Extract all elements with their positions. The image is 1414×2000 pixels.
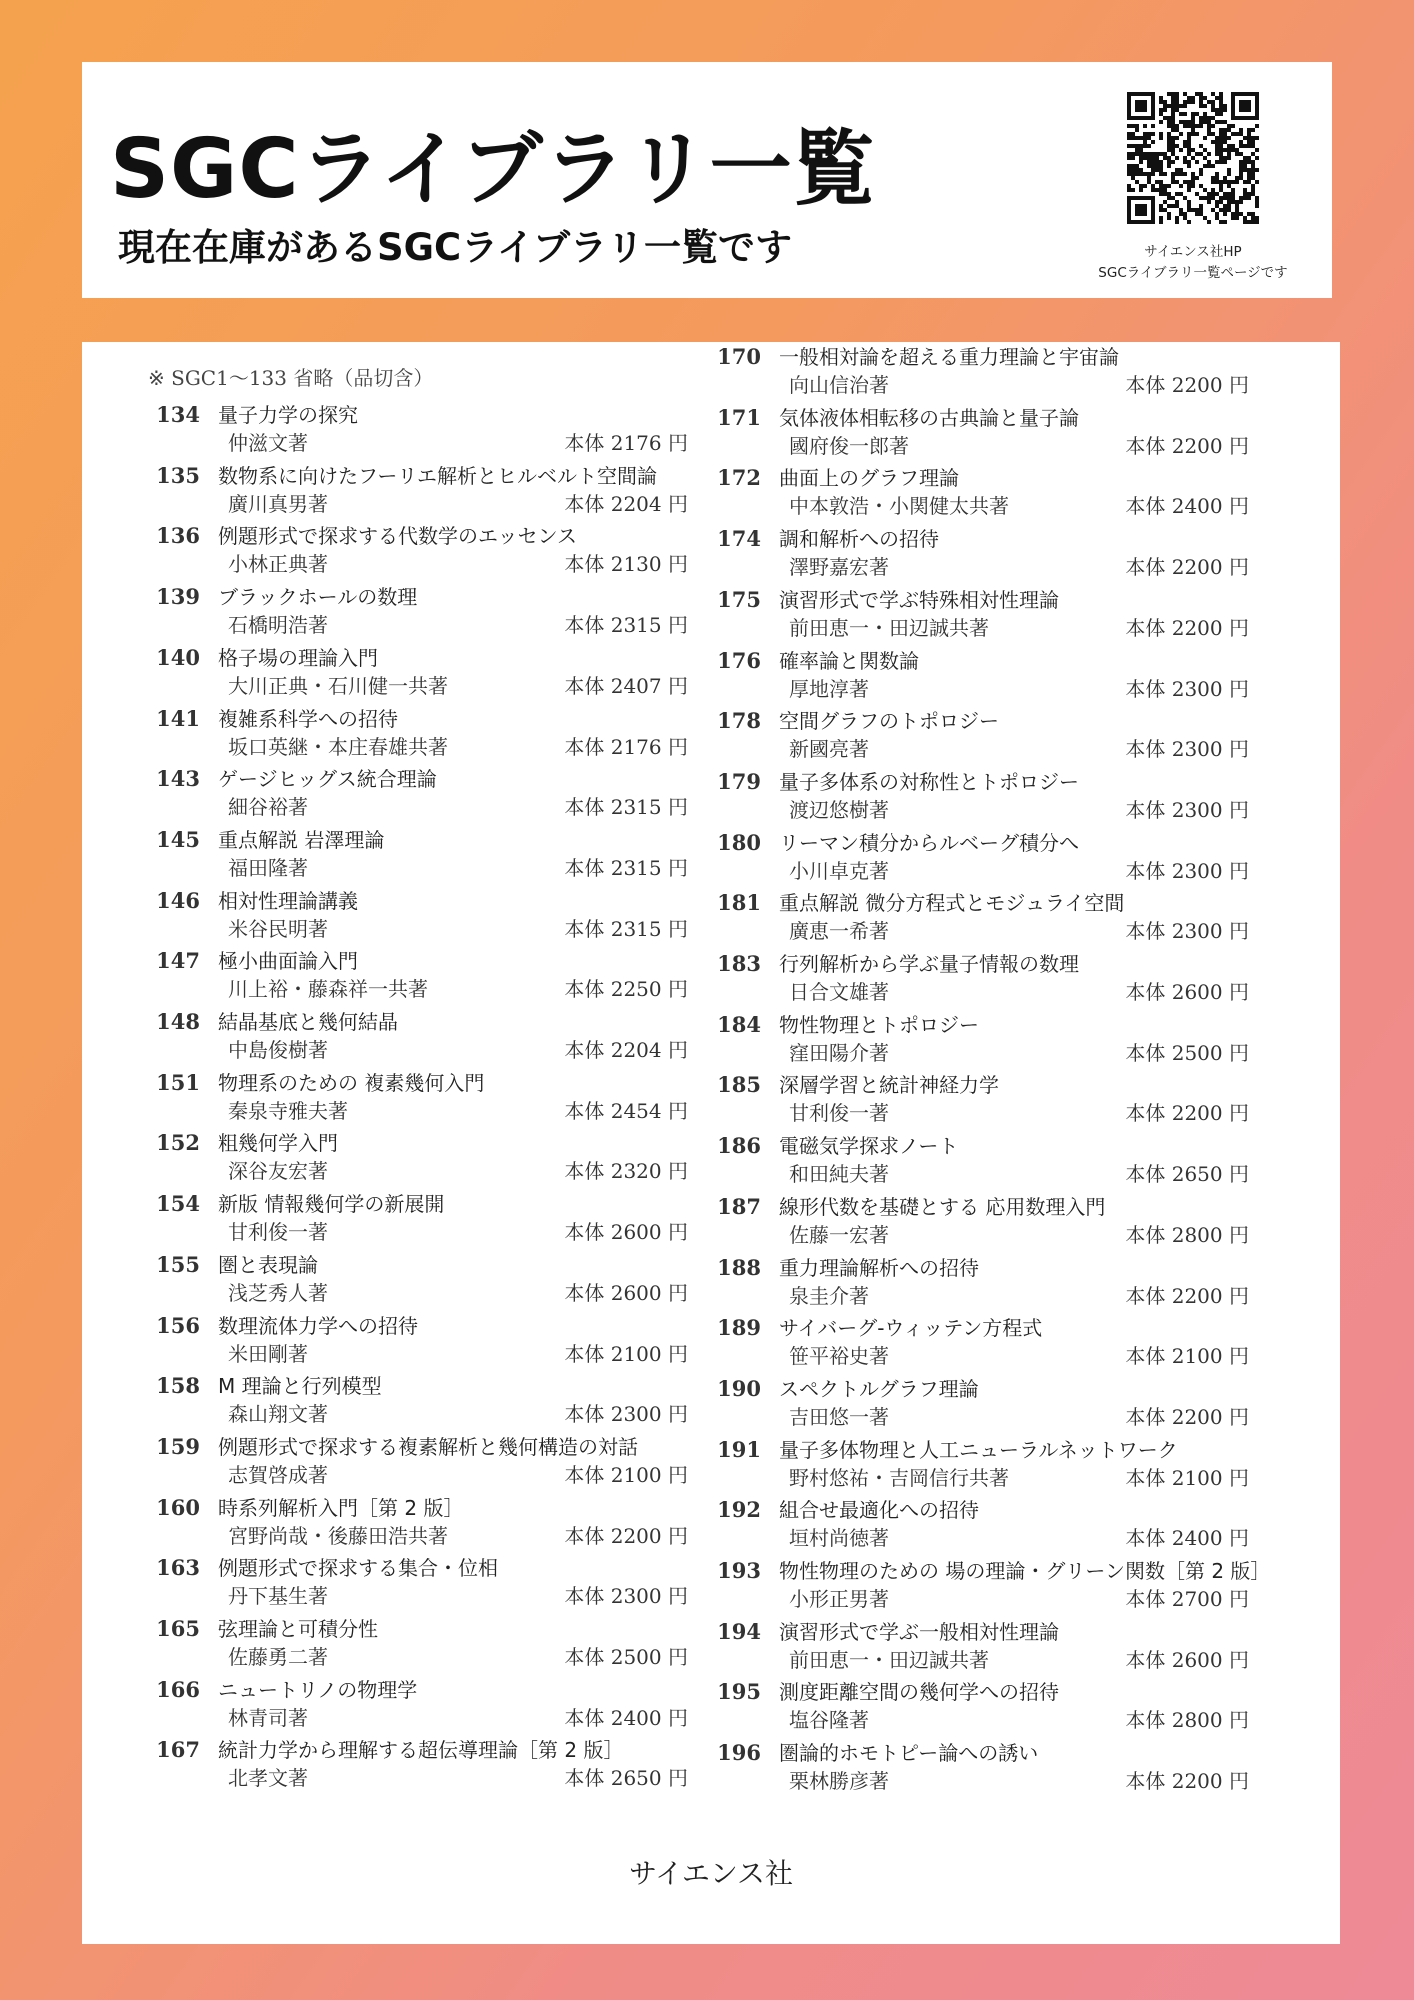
book-author: 大川正典・石川健一共著 <box>228 673 448 698</box>
book-entry <box>148 1553 688 1613</box>
book-author: 和田純夫著 <box>789 1162 889 1187</box>
book-entry <box>148 521 688 581</box>
book-entry <box>709 1495 1249 1555</box>
book-author: 秦泉寺雅夫著 <box>228 1098 348 1123</box>
book-number: 171 <box>717 404 761 430</box>
book-title: 圏論的ホモトピー論への誘い <box>779 1741 1039 1766</box>
book-entry <box>148 643 688 703</box>
book-number: 175 <box>717 586 761 612</box>
book-price: 本体 2300 円 <box>1125 858 1249 883</box>
book-price: 本体 2320 円 <box>564 1159 688 1184</box>
book-author: 川上裕・藤森祥一共著 <box>228 977 428 1002</box>
book-title: ゲージヒッグス統合理論 <box>218 767 437 792</box>
book-entry <box>709 1253 1249 1313</box>
book-price: 本体 2400 円 <box>1125 494 1249 519</box>
book-number: 196 <box>717 1740 761 1766</box>
book-author: 佐藤勇二著 <box>228 1645 328 1669</box>
book-entry <box>148 1128 688 1188</box>
book-author: 日合文雄著 <box>789 980 889 1004</box>
book-title: 組合せ最適化への招待 <box>779 1498 979 1523</box>
book-number: 181 <box>717 890 761 916</box>
book-title: 確率論と関数論 <box>779 648 919 673</box>
book-price: 本体 2300 円 <box>1125 797 1249 822</box>
book-price: 本体 2100 円 <box>1125 1344 1249 1369</box>
book-number: 156 <box>156 1312 200 1338</box>
book-price: 本体 2400 円 <box>564 1705 688 1730</box>
book-entry <box>709 1131 1249 1191</box>
book-price: 本体 2600 円 <box>1125 980 1249 1004</box>
book-entry <box>148 1493 688 1553</box>
book-number: 146 <box>156 887 200 913</box>
book-entry <box>148 704 688 764</box>
book-author: 中本敦浩・小関健太共著 <box>789 494 1009 519</box>
book-number: 148 <box>156 1009 200 1034</box>
book-entry <box>709 949 1249 1009</box>
book-price: 本体 2100 円 <box>1125 1465 1249 1490</box>
book-entry <box>148 1614 688 1674</box>
book-entry <box>709 1192 1249 1252</box>
book-title: リーマン積分からルベーグ積分へ <box>779 830 1079 855</box>
book-title: 格子場の理論入門 <box>218 645 378 670</box>
qr-caption <box>1062 242 1324 284</box>
book-title: 圏と表現論 <box>218 1252 318 1277</box>
book-entry <box>148 1189 688 1249</box>
book-title: 例題形式で探求する代数学のエッセンス <box>218 524 577 549</box>
book-price: 本体 2300 円 <box>564 1402 688 1427</box>
book-number: 154 <box>156 1191 200 1217</box>
book-number: 167 <box>156 1737 200 1763</box>
book-author: 窪田陽介著 <box>789 1040 889 1065</box>
book-author: 渡辺悠樹著 <box>789 797 889 822</box>
book-author: 甘利俊一著 <box>228 1220 328 1245</box>
book-number: 192 <box>717 1497 761 1523</box>
book-author: 北孝文著 <box>228 1766 308 1791</box>
book-price: 本体 2650 円 <box>1125 1162 1249 1187</box>
book-entry <box>148 1432 688 1492</box>
book-title: 新版 情報幾何学の新展開 <box>218 1192 445 1217</box>
book-title: 演習形式で学ぶ一般相対性理論 <box>779 1619 1059 1644</box>
book-author: 國府俊一郎著 <box>789 433 909 458</box>
book-number: 158 <box>156 1373 200 1399</box>
book-author: 林青司著 <box>228 1705 308 1730</box>
book-author: 澤野嘉宏著 <box>789 555 889 580</box>
book-number: 155 <box>156 1251 200 1277</box>
book-author: 野村悠祐・吉岡信行共著 <box>789 1465 1009 1490</box>
book-price: 本体 2400 円 <box>1125 1526 1249 1551</box>
book-title: 時系列解析入門［第 2 版］ <box>218 1495 464 1520</box>
book-entry <box>709 585 1249 645</box>
book-entry <box>709 706 1249 766</box>
book-number: 159 <box>156 1433 200 1459</box>
book-price: 本体 2800 円 <box>1125 1222 1249 1247</box>
book-title: スペクトルグラフ理論 <box>779 1376 979 1401</box>
book-price: 本体 2600 円 <box>564 1280 688 1305</box>
book-entry <box>709 1070 1249 1130</box>
book-author: 浅芝秀人著 <box>228 1280 328 1305</box>
book-author: 志賀啓成著 <box>228 1462 328 1487</box>
book-title: M 理論と行列模型 <box>218 1374 382 1399</box>
book-entry <box>148 825 688 885</box>
book-title: 量子多体物理と人工ニューラルネットワーク <box>779 1437 1178 1462</box>
book-number: 166 <box>156 1676 200 1702</box>
book-author: 佐藤一宏著 <box>789 1222 889 1247</box>
book-number: 186 <box>717 1133 761 1159</box>
book-number: 184 <box>717 1011 761 1037</box>
book-author: 廣川真男著 <box>228 491 328 516</box>
book-number: 187 <box>717 1193 761 1219</box>
book-author: 小形正男著 <box>789 1587 889 1611</box>
book-title: ニュートリノの物理学 <box>218 1677 418 1702</box>
page-subtitle: 現在在庫があるSGCライブラリ一覧です <box>118 226 792 269</box>
book-number: 190 <box>717 1375 761 1401</box>
book-number: 143 <box>156 766 200 792</box>
book-price: 本体 2176 円 <box>564 431 688 455</box>
book-price: 本体 2204 円 <box>564 491 688 516</box>
book-entry <box>148 1007 688 1067</box>
book-entry <box>148 946 688 1006</box>
book-author: 小川卓克著 <box>789 858 889 883</box>
book-number: 180 <box>717 829 761 855</box>
book-price: 本体 2700 円 <box>1125 1587 1249 1611</box>
book-entry <box>709 1010 1249 1070</box>
book-title: 数理流体力学への招待 <box>218 1313 418 1338</box>
book-title: 数物系に向けたフーリエ解析とヒルベルト空間論 <box>218 463 657 488</box>
book-author: 前田恵一・田辺誠共著 <box>789 1647 989 1672</box>
book-author: 甘利俊一著 <box>789 1101 889 1126</box>
book-author: 森山翔文著 <box>228 1402 328 1427</box>
book-title: 線形代数を基礎とする 応用数理入門 <box>779 1194 1106 1219</box>
book-price: 本体 2130 円 <box>564 552 688 577</box>
book-price: 本体 2315 円 <box>564 916 688 941</box>
book-entry <box>148 764 688 824</box>
book-number: 151 <box>156 1069 200 1095</box>
book-price: 本体 2315 円 <box>564 795 688 820</box>
book-title: 一般相対論を超える重力理論と宇宙論 <box>779 345 1119 369</box>
book-title: 気体液体相転移の古典論と量子論 <box>779 405 1079 430</box>
book-number: 163 <box>156 1555 200 1581</box>
book-entry <box>709 1313 1249 1373</box>
book-number: 195 <box>717 1679 761 1705</box>
book-number: 193 <box>717 1558 761 1583</box>
book-title: 統計力学から理解する超伝導理論［第 2 版］ <box>218 1738 624 1763</box>
book-title: 重点解説 微分方程式とモジュライ空間 <box>779 891 1125 916</box>
book-author: 米田剛著 <box>228 1341 308 1366</box>
book-author: 新國亮著 <box>789 737 869 762</box>
book-entry <box>709 1556 1271 1616</box>
book-price: 本体 2650 円 <box>564 1766 688 1791</box>
book-entry <box>709 1677 1249 1737</box>
book-title: 結晶基底と幾何結晶 <box>218 1010 398 1034</box>
book-entry <box>148 582 688 642</box>
book-author: 塩谷隆著 <box>789 1708 869 1733</box>
book-number: 141 <box>156 705 200 731</box>
book-title: 弦理論と可積分性 <box>218 1617 378 1641</box>
book-price: 本体 2176 円 <box>564 734 688 759</box>
book-entry <box>709 1617 1249 1677</box>
book-number: 147 <box>156 948 200 974</box>
book-author: 細谷裕著 <box>228 795 308 820</box>
book-price: 本体 2200 円 <box>1125 1404 1249 1429</box>
book-author: 向山信治著 <box>789 373 889 397</box>
book-number: 136 <box>156 523 200 549</box>
book-price: 本体 2454 円 <box>564 1098 688 1123</box>
book-number: 189 <box>717 1315 761 1341</box>
book-author: 仲滋文著 <box>228 431 308 455</box>
book-entry <box>709 828 1249 888</box>
book-title: 例題形式で探求する複素解析と幾何構造の対話 <box>218 1434 638 1459</box>
book-title: 曲面上のグラフ理論 <box>779 466 959 491</box>
book-author: 吉田悠一著 <box>789 1404 889 1429</box>
book-author: 深谷友宏著 <box>228 1159 328 1184</box>
book-number: 140 <box>156 644 200 670</box>
omission-note: ※ SGC1～133 省略（品切含） <box>148 366 434 390</box>
book-number: 191 <box>717 1436 761 1462</box>
book-author: 泉圭介著 <box>789 1283 869 1308</box>
book-title: 重力理論解析への招待 <box>779 1255 979 1280</box>
book-author: 中島俊樹著 <box>228 1038 328 1062</box>
book-author: 宮野尚哉・後藤田浩共著 <box>228 1523 448 1548</box>
book-title: 電磁気学探求ノート <box>779 1134 959 1159</box>
book-entry <box>709 463 1249 523</box>
book-price: 本体 2315 円 <box>564 855 688 880</box>
book-number: 183 <box>717 951 761 976</box>
book-number: 176 <box>717 647 761 673</box>
book-number: 139 <box>156 584 200 610</box>
book-title: 例題形式で探求する集合・位相 <box>218 1556 498 1581</box>
book-title: 粗幾何学入門 <box>218 1131 338 1156</box>
book-price: 本体 2200 円 <box>1125 1283 1249 1308</box>
book-price: 本体 2200 円 <box>1125 615 1249 640</box>
publisher-name: サイエンス社 <box>628 1857 794 1890</box>
book-author: 福田隆著 <box>228 855 308 880</box>
book-number: 165 <box>156 1616 200 1641</box>
book-entry <box>148 1371 688 1431</box>
book-author: 坂口英継・本庄春雄共著 <box>228 734 448 759</box>
book-title: 極小曲面論入門 <box>218 949 358 974</box>
book-title: ブラックホールの数理 <box>218 585 418 610</box>
book-author: 小林正典著 <box>228 552 328 577</box>
book-price: 本体 2300 円 <box>564 1584 688 1609</box>
book-title: 行列解析から学ぶ量子情報の数理 <box>779 952 1079 976</box>
book-price: 本体 2200 円 <box>1125 1101 1249 1126</box>
book-author: 厚地淳著 <box>789 676 869 701</box>
book-number: 160 <box>156 1494 200 1520</box>
book-entry <box>709 888 1249 948</box>
book-price: 本体 2315 円 <box>564 613 688 638</box>
book-price: 本体 2500 円 <box>1125 1040 1249 1065</box>
qr-caption-line2: SGCライブラリ一覧ページです <box>1098 265 1288 281</box>
book-number: 135 <box>156 462 200 488</box>
book-entry <box>148 461 688 521</box>
book-price: 本体 2200 円 <box>1125 373 1249 397</box>
book-entry <box>148 400 688 460</box>
book-list-card <box>82 342 1340 1944</box>
book-title: 測度距離空間の幾何学への招待 <box>779 1680 1059 1705</box>
book-number: 188 <box>717 1254 761 1280</box>
book-entry <box>709 1374 1249 1434</box>
book-entry <box>148 886 688 946</box>
book-title: 物性物理とトポロジー <box>779 1012 979 1037</box>
book-author: 栗林勝彦著 <box>789 1769 889 1794</box>
book-price: 本体 2500 円 <box>564 1645 688 1669</box>
book-entry <box>709 342 1249 402</box>
book-entry <box>148 1735 688 1795</box>
book-title: 相対性理論講義 <box>218 888 358 913</box>
book-title: 複雑系科学への招待 <box>218 706 398 731</box>
page-title: SGCライブラリ一覧 <box>110 122 876 217</box>
book-number: 179 <box>717 768 761 794</box>
book-price: 本体 2600 円 <box>564 1220 688 1245</box>
book-author: 米谷民明著 <box>228 916 328 941</box>
book-entry <box>148 1675 688 1735</box>
book-author: 石橋明浩著 <box>228 613 328 638</box>
book-price: 本体 2200 円 <box>1125 433 1249 458</box>
book-title: 演習形式で学ぶ特殊相対性理論 <box>779 587 1059 612</box>
book-number: 194 <box>717 1618 761 1644</box>
book-price: 本体 2407 円 <box>564 673 688 698</box>
qr-code[interactable] <box>1127 92 1259 224</box>
book-price: 本体 2100 円 <box>564 1341 688 1366</box>
book-title: 重点解説 岩澤理論 <box>218 827 385 852</box>
book-author: 垣村尚徳著 <box>789 1526 889 1551</box>
book-price: 本体 2600 円 <box>1125 1647 1249 1672</box>
book-entry <box>709 767 1249 827</box>
book-title: 量子多体系の対称性とトポロジー <box>779 769 1079 794</box>
book-number: 174 <box>717 526 761 552</box>
book-price: 本体 2300 円 <box>1125 737 1249 762</box>
book-author: 笹平裕史著 <box>789 1344 889 1369</box>
book-number: 172 <box>717 465 761 491</box>
book-price: 本体 2200 円 <box>1125 555 1249 580</box>
book-entry <box>709 1435 1249 1495</box>
book-author: 廣恵一希著 <box>789 919 889 944</box>
book-title: 物性物理のための 場の理論・グリーン関数［第 2 版］ <box>779 1559 1271 1583</box>
book-title: 空間グラフのトポロジー <box>779 709 999 734</box>
book-title: 物理系のための 複素幾何入門 <box>218 1070 485 1095</box>
book-number: 145 <box>156 826 200 852</box>
book-title: 調和解析への招待 <box>779 527 939 552</box>
book-title: 量子力学の探究 <box>218 403 358 427</box>
book-price: 本体 2250 円 <box>564 977 688 1002</box>
book-entry <box>709 403 1249 463</box>
book-number: 134 <box>156 402 200 427</box>
book-price: 本体 2300 円 <box>1125 919 1249 944</box>
book-price: 本体 2204 円 <box>564 1038 688 1062</box>
book-entry <box>709 1738 1249 1798</box>
book-author: 丹下基生著 <box>228 1584 328 1609</box>
book-entry <box>148 1250 688 1310</box>
book-author: 前田恵一・田辺誠共著 <box>789 615 989 640</box>
book-number: 170 <box>717 344 761 369</box>
book-entry <box>148 1311 688 1371</box>
book-title: 深層学習と統計神経力学 <box>779 1073 999 1098</box>
header-card <box>82 62 1332 298</box>
book-title: サイバーグ-ウィッテン方程式 <box>779 1316 1043 1341</box>
book-price: 本体 2200 円 <box>1125 1769 1249 1794</box>
book-number: 178 <box>717 708 761 734</box>
book-price: 本体 2100 円 <box>564 1462 688 1487</box>
book-number: 185 <box>717 1072 761 1098</box>
book-entry <box>709 646 1249 706</box>
book-entry <box>148 1068 688 1128</box>
book-number: 152 <box>156 1130 200 1156</box>
book-price: 本体 2800 円 <box>1125 1708 1249 1733</box>
book-price: 本体 2300 円 <box>1125 676 1249 701</box>
book-entry <box>709 524 1249 584</box>
qr-caption-line1: サイエンス社HP <box>1144 244 1242 260</box>
book-price: 本体 2200 円 <box>564 1523 688 1548</box>
